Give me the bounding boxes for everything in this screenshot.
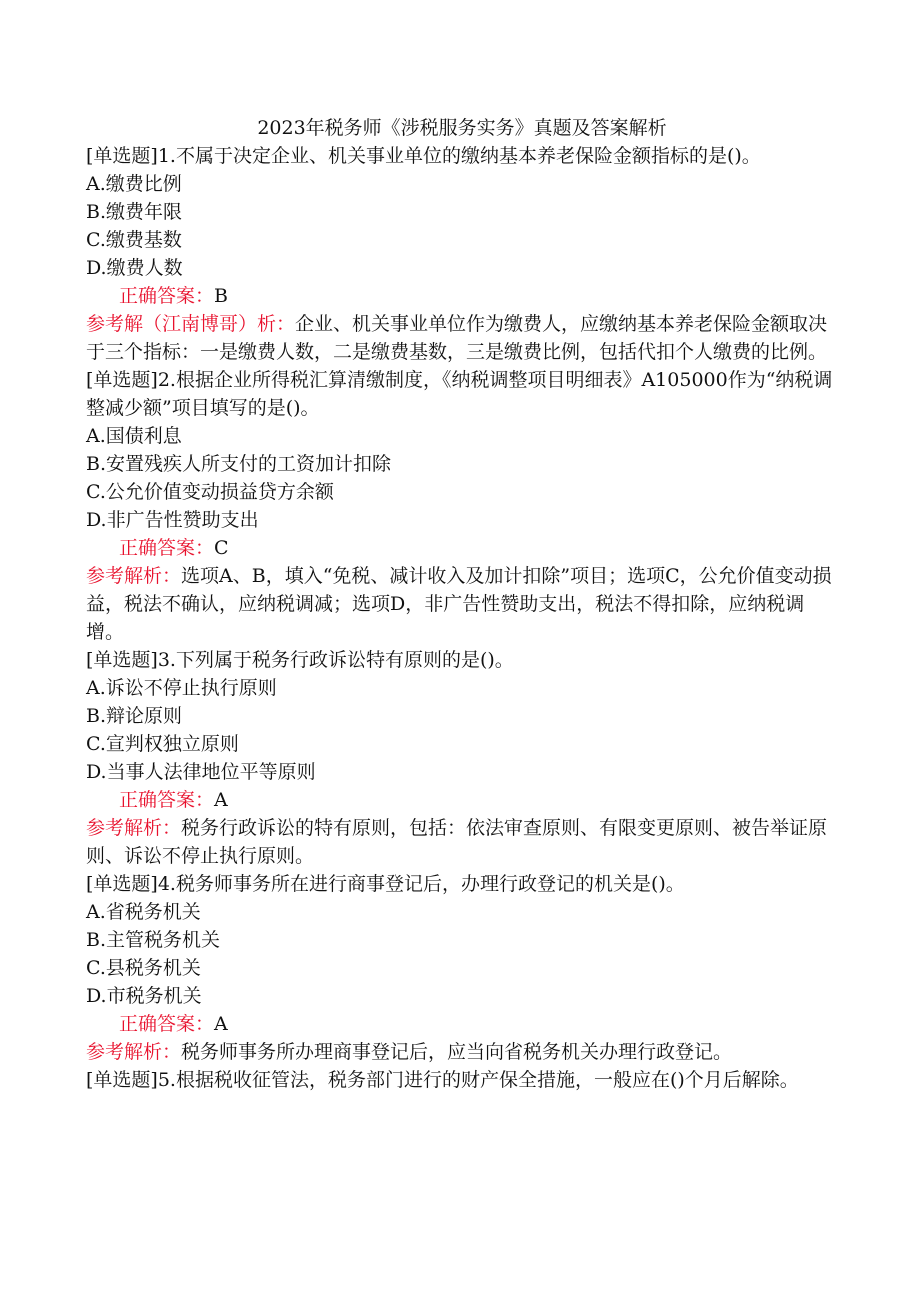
document-body <box>86 114 838 1094</box>
answer-value: B <box>214 285 228 307</box>
correct-answer <box>86 1010 838 1038</box>
correct-answer <box>86 534 838 562</box>
question-stem: [单选题]1.不属于决定企业、机关事业单位的缴纳基本养老保险金额指标的是()。 <box>86 145 761 167</box>
correct-answer <box>86 282 838 310</box>
question-block <box>86 1066 838 1094</box>
answer-value: A <box>214 1013 228 1035</box>
explanation <box>86 562 838 646</box>
answer-label: 正确答案： <box>119 537 215 559</box>
explanation <box>86 310 838 366</box>
answer-value: A <box>214 789 228 811</box>
option-c: C.宣判权独立原则 <box>86 733 239 755</box>
explanation <box>86 814 838 870</box>
question-stem: [单选题]4.税务师事务所在进行商事登记后，办理行政登记的机关是()。 <box>86 873 685 895</box>
explanation <box>86 1038 838 1066</box>
explanation-text: 税务师事务所办理商事登记后，应当向省税务机关办理行政登记。 <box>181 1041 733 1063</box>
explanation-label: 参考解析： <box>86 565 182 587</box>
answer-label: 正确答案： <box>119 789 215 811</box>
question-block <box>86 646 838 870</box>
option-c: C.公允价值变动损益贷方余额 <box>86 481 334 503</box>
explanation-text: 税务行政诉讼的特有原则，包括：依法审查原则、有限变更原则、被告举证原则、诉讼不停止执行原则。 <box>86 817 828 867</box>
document-title: 2023年税务师《涉税服务实务》真题及答案解析 <box>257 117 667 139</box>
option-c: C.县税务机关 <box>86 957 201 979</box>
option-b: B.安置残疾人所支付的工资加计扣除 <box>86 453 392 475</box>
option-a: A.缴费比例 <box>86 173 182 195</box>
option-b: B.主管税务机关 <box>86 929 221 951</box>
answer-label: 正确答案： <box>119 1013 215 1035</box>
option-d: D.市税务机关 <box>86 985 202 1007</box>
question-block <box>86 366 838 646</box>
option-b: B.缴费年限 <box>86 201 183 223</box>
explanation-label: 参考解（江南博哥）析： <box>86 313 296 335</box>
explanation-text: 企业、机关事业单位作为缴费人，应缴纳基本养老保险金额取决于三个指标：一是缴费人数，二是缴费基数，三是缴费比例，包括代扣个人缴费的比例。 <box>86 313 828 363</box>
option-a: A.诉讼不停止执行原则 <box>86 677 277 699</box>
answer-label: 正确答案： <box>119 285 215 307</box>
option-b: B.辩论原则 <box>86 705 183 727</box>
question-block <box>86 870 838 1066</box>
question-stem: [单选题]3.下列属于税务行政诉讼特有原则的是()。 <box>86 649 514 671</box>
option-a: A.国债利息 <box>86 425 182 447</box>
option-a: A.省税务机关 <box>86 901 201 923</box>
question-stem: [单选题]5.根据税收征管法，税务部门进行的财产保全措施，一般应在()个月后解除。 <box>86 1069 799 1091</box>
option-d: D.缴费人数 <box>86 257 183 279</box>
option-d: D.当事人法律地位平等原则 <box>86 761 316 783</box>
explanation-label: 参考解析： <box>86 817 182 839</box>
explanation-text: 选项A、B，填入“免税、减计收入及加计扣除”项目；选项C，公允价值变动损益，税法不确认，应纳税调减；选项D，非广告性赞助支出，税法不得扣除，应纳税调增。 <box>86 565 832 643</box>
question-stem: [单选题]2.根据企业所得税汇算清缴制度，《纳税调整项目明细表》A105000作为“纳税调整减少额”项目填写的是()。 <box>86 369 833 419</box>
option-c: C.缴费基数 <box>86 229 182 251</box>
question-block <box>86 142 838 366</box>
explanation-label: 参考解析： <box>86 1041 182 1063</box>
correct-answer <box>86 786 838 814</box>
option-d: D.非广告性赞助支出 <box>86 509 259 531</box>
answer-value: C <box>214 537 229 559</box>
